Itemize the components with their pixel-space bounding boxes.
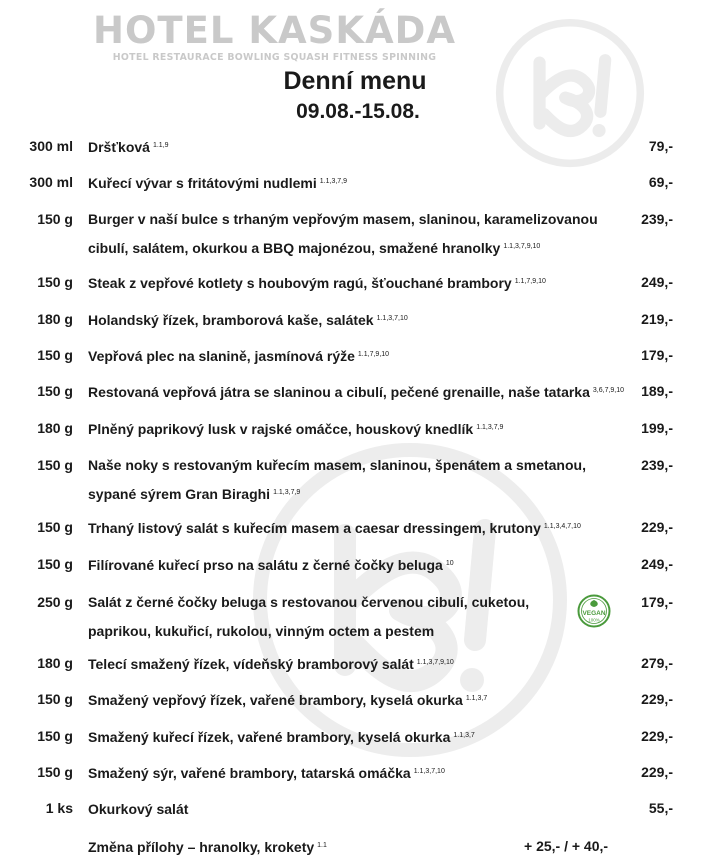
item-allergens: 1.1	[317, 842, 327, 849]
item-name: Smažený kuřecí řízek, vařené brambory, kyselá okurka $^{1.1,3,7}$	[88, 729, 475, 745]
item-price: 179,-	[641, 347, 673, 363]
item-name: Holandský řízek, bramborová kaše, salátek $^{1.1,3,7,10}$	[88, 312, 408, 328]
item-name: Telecí smažený řízek, vídeňský bramborový salát $^{1.1,3,7,9,10}$	[88, 656, 454, 672]
item-name: Burger v naší bulce s trhaným vepřovým masem, slaninou, karamelizovanou cibulí, salátem, okurkou a BBQ majonézou, smažené hranolky $^{1.1,3,7,9,10}$	[88, 211, 598, 256]
page-title: Denní menu	[283, 67, 427, 95]
item-name: Restovaná vepřová játra se slaninou a cibulí, pečené grenaille, naše tatarka $^{3,6,7,9,10}$	[88, 384, 625, 400]
item-allergens: 1.1,3,7,10	[376, 315, 408, 322]
item-name: Smažený vepřový řízek, vařené brambory, kyselá okurka $^{1.1,3,7}$	[88, 692, 488, 708]
item-allergens: 1.1,3,7,9	[319, 178, 348, 185]
item-price: 239,-	[641, 211, 673, 227]
item-quantity: 150 g	[37, 556, 73, 572]
item-quantity: 180 g	[37, 311, 73, 327]
item-allergens: 1.1,3,7,10	[413, 768, 445, 775]
item-name: Změna přílohy – hranolky, krokety $^{1.1}$	[88, 839, 327, 855]
item-name: Filírované kuřecí prso na salátu z černé čočky beluga $^{10}$	[88, 557, 454, 573]
item-price: 239,-	[641, 457, 673, 473]
item-name: Vepřová plec na slanině, jasmínová rýže $^{1.1,7,9,10}$	[88, 348, 390, 364]
item-quantity: 150 g	[37, 457, 73, 473]
item-quantity: 150 g	[37, 691, 73, 707]
item-price: 249,-	[641, 274, 673, 290]
item-allergens: 1.1,3,7,9	[476, 424, 504, 431]
item-price: 189,-	[641, 383, 673, 399]
item-quantity: 300 ml	[29, 138, 73, 154]
item-name: Naše noky s restovaným kuřecím masem, slaninou, špenátem a smetanou, sypané sýrem Gran Biraghi $^{1.1,3,7,9}$	[88, 457, 586, 502]
item-allergens: 1.1,9	[152, 142, 169, 149]
item-price: 249,-	[641, 556, 673, 572]
logo-tagline: HOTEL RESTAURACE BOWLING SQUASH FITNESS SPINNING	[112, 52, 437, 63]
item-name: Steak z vepřové kotlety s houbovým ragú, šťouchané brambory $^{1.1,7,9,10}$	[88, 275, 546, 291]
vegan-badge-icon	[577, 594, 611, 628]
item-name: Smažený sýr, vařené brambory, tatarská omáčka $^{1.1,3,7,10}$	[88, 765, 445, 781]
item-price: 179,-	[641, 594, 673, 610]
item-allergens: 3,6,7,9,10	[592, 387, 625, 394]
item-price: 229,-	[641, 691, 673, 707]
item-price: 229,-	[641, 519, 673, 535]
svg-text:VEGAN: VEGAN	[582, 610, 606, 617]
item-quantity: 180 g	[37, 655, 73, 671]
item-price: 279,-	[641, 655, 673, 671]
menu-dates: 09.08.-15.08.	[296, 100, 420, 123]
item-price: 229,-	[641, 728, 673, 744]
item-name: Trhaný listový salát s kuřecím masem a caesar dressingem, krutony $^{1.1,3,4,7,10}$	[88, 520, 581, 536]
item-name: Kuřecí vývar s fritátovými nudlemi $^{1.1,3,7,9}$	[88, 175, 348, 191]
item-allergens: 1.1,7,9,10	[514, 278, 546, 285]
item-price: 79,-	[648, 138, 673, 154]
item-quantity: 150 g	[37, 728, 73, 744]
item-allergens: 1.1,3,7	[453, 732, 475, 739]
item-allergens: 10	[445, 560, 454, 567]
item-allergens: 1.1,3,4,7,10	[543, 523, 581, 530]
item-allergens: 1.1,3,7,9	[273, 489, 301, 496]
item-quantity: 150 g	[37, 274, 73, 290]
item-quantity: 150 g	[37, 519, 73, 535]
logo-title: HOTEL KASKÁDA	[92, 9, 456, 52]
item-allergens: 1.1,3,7	[465, 695, 488, 702]
item-name: Dršťková $^{1.1,9}$	[88, 139, 169, 155]
item-price: + 25,- / + 40,-	[524, 838, 609, 854]
item-allergens: 1.1,7,9,10	[357, 351, 390, 358]
item-quantity: 180 g	[37, 420, 73, 436]
item-name: Plněný paprikový lusk v rajské omáčce, houskový knedlík $^{1.1,3,7,9}$	[88, 421, 504, 437]
item-quantity: 150 g	[37, 347, 73, 363]
item-price: 199,-	[641, 420, 673, 436]
item-name: Salát z černé čočky beluga s restovanou červenou cibulí, cuketou, paprikou, kukuřicí, rukolou, vinným octem a pestem	[88, 594, 530, 639]
item-quantity: 150 g	[37, 211, 73, 227]
item-quantity: 250 g	[37, 594, 73, 610]
item-quantity: 150 g	[37, 764, 73, 780]
item-allergens: 1.1,3,7,9,10	[503, 243, 541, 250]
item-name: Okurkový salát	[88, 801, 189, 817]
item-price: 229,-	[641, 764, 673, 780]
svg-text:100%: 100%	[588, 617, 600, 623]
item-price: 55,-	[648, 800, 673, 816]
item-quantity: 300 ml	[29, 174, 73, 190]
item-price: 219,-	[641, 311, 673, 327]
item-allergens: 1.1,3,7,9,10	[416, 659, 454, 666]
hotel-logo	[82, 9, 467, 64]
item-quantity: 1 ks	[45, 800, 73, 816]
item-price: 69,-	[648, 174, 673, 190]
item-quantity: 150 g	[37, 383, 73, 399]
